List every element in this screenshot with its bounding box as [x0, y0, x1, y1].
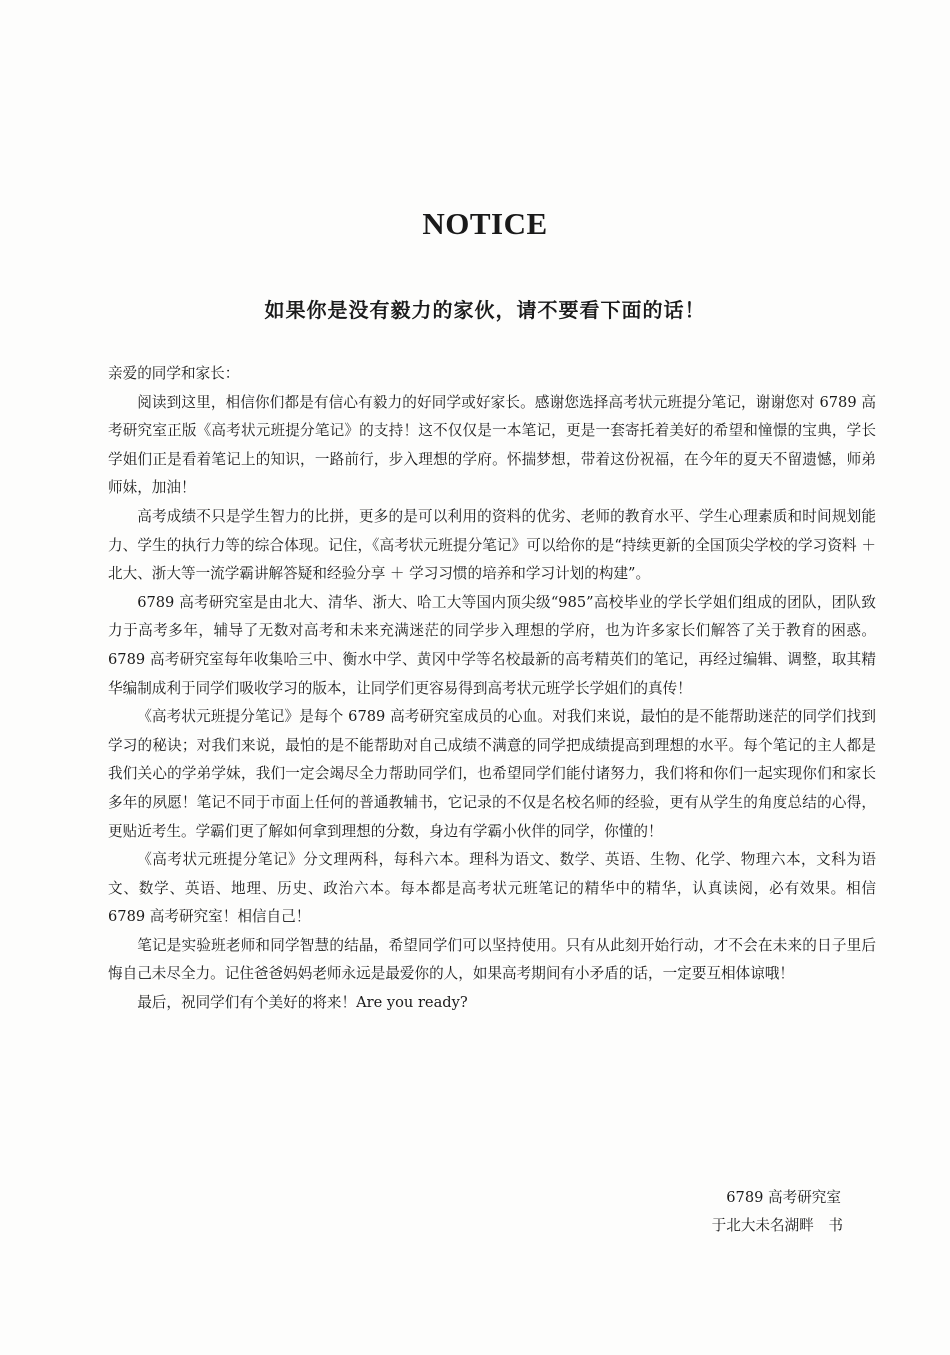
paragraph-closing: 最后，祝同学们有个美好的将来！Are you ready? [137, 994, 468, 1012]
paragraph-thanks: 阅读到这里，相信你们都是有信心有毅力的好同学或好家长。感谢您选择高考状元班提分笔记，谢谢您对 6789 高考研究室正版《高考状元班提分笔记》的支持！这不仅仅是一本笔记，更是一套寄托着美好的希望和憧憬的宝典，学长学姐们正是看着笔记上的知识，一路前行，步入理想的学府。怀揣梦想，带着这份祝福，在今年的夏天不留遗憾，师弟师妹，加油！ [108, 393, 876, 497]
notice-title: NOTICE [422, 206, 548, 241]
salutation: 亲爱的同学和家长： [108, 365, 240, 382]
paragraph-team-intro: 6789 高考研究室是由北大、清华、浙大、哈工大等国内顶尖级“985”高校毕业的学长学姐们组成的团队，团队致力于高考多年，辅导了无数对高考和未来充满迷茫的同学步入理想的学府，也为许多家长们解答了关于教育的困惑。6789 高考研究室每年收集哈三中、衡水中学、黄冈中学等名校最新的高考精英们的笔记，再经过编辑、调整，取其精华编制成利于同学们吸收学习的版本，让同学们更容易得到高考状元班学长学姐们的真传！ [108, 593, 876, 697]
paragraph-score-factors: 高考成绩不只是学生智力的比拼，更多的是可以利用的资料的优劣、老师的教育水平、学生心理素质和时间规划能力、学生的执行力等的综合体现。记住，《高考状元班提分笔记》可以给你的是“持续更新的全国顶尖学校的学习资料 ＋ 北大、浙大等一流学霸讲解答疑和经验分享 ＋ 学习习惯的培养和学习计划的构建”。 [108, 507, 876, 583]
signature-organization: 6789 高考研究室 [726, 1189, 841, 1206]
signature-place: 于北大未名湖畔 书 [711, 1217, 843, 1234]
paragraph-product-lineup: 《高考状元班提分笔记》分文理两科，每科六本。理科为语文、数学、英语、生物、化学、物理六本，文科为语文、数学、英语、地理、历史、政治六本。每本都是高考状元班笔记的精华中的精华，认真读阅，必有效果。相信 6789 高考研究室！相信自己！ [108, 851, 876, 926]
paragraph-mission: 《高考状元班提分笔记》是每个 6789 高考研究室成员的心血。对我们来说，最怕的是不能帮助迷茫的同学们找到学习的秘诀；对我们来说，最怕的是不能帮助对自己成绩不满意的同学把成绩提高到理想的水平。每个笔记的主人都是我们关心的学弟学妹，我们一定会竭尽全力帮助同学们，也希望同学们能付诸努力，我们将和你们一起实现你们和家长多年的夙愿！笔记不同于市面上任何的普通教辅书，它记录的不仅是名校名师的经验，更有从学生的角度总结的心得，更贴近考生。学霸们更了解如何拿到理想的分数，身边有学霸小伙伴的同学，你懂的！ [108, 708, 876, 840]
letter-body [108, 360, 876, 1018]
notice-subtitle: 如果你是没有毅力的家伙，请不要看下面的话！ [264, 298, 706, 322]
paragraph-encouragement: 笔记是实验班老师和同学智慧的结晶，希望同学们可以坚持使用。只有从此刻开始行动，才不会在未来的日子里后悔自己未尽全力。记住爸爸妈妈老师永远是最爱你的人，如果高考期间有小矛盾的话，一定要互相体谅哦！ [108, 936, 876, 983]
